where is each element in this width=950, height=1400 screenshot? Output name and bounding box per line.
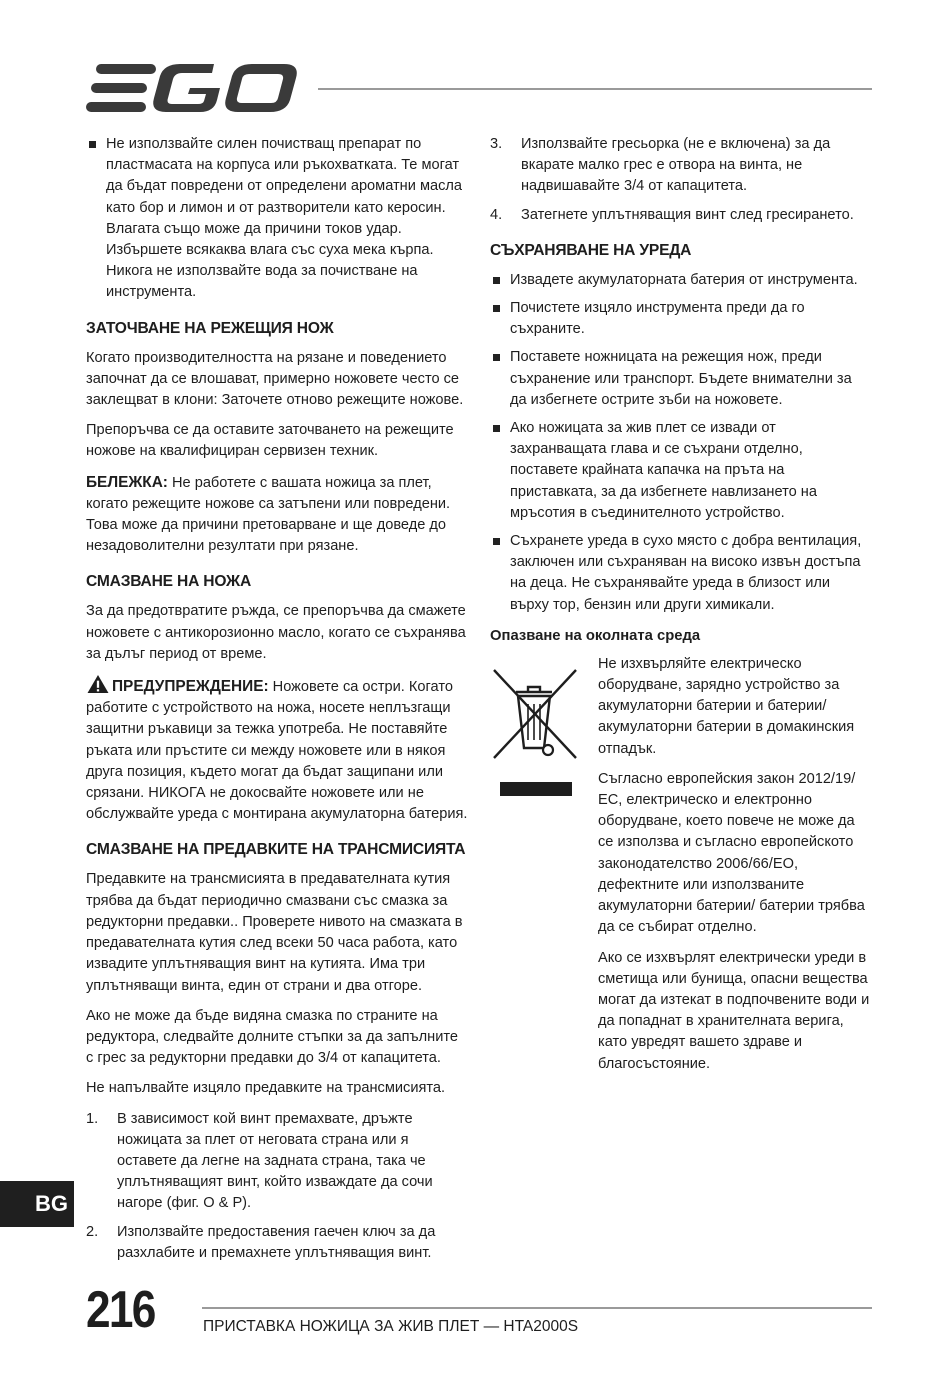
- warning-paragraph: [86, 674, 468, 825]
- section-heading-lube-blade: СМАЗВАНЕ НА НОЖА: [86, 573, 252, 591]
- environment-text: [598, 654, 872, 1075]
- environment-block: [490, 654, 872, 1075]
- ego-logo: [86, 62, 300, 114]
- page-number: 216: [86, 1281, 155, 1339]
- step-text: Използвайте гресьорка (не е включена) за да вкарате малко грес е отвора на винта, не надвишавайте 3/4 от капацитета.: [521, 136, 831, 195]
- list-item: [490, 134, 872, 198]
- paragraph: За да предотвратите ръжда, се препоръчва да смажете ножовете с антикорозионно масло, когато се съхранява за дълъг период от време.: [86, 603, 466, 662]
- list-item: Извадете акумулаторната батерия от инструмента.: [490, 270, 872, 291]
- paragraph: Съгласно европейския закон 2012/19/ЕС, електрическо и електронно оборудване, което повече не може да се използва и съгласно европейското законодателство 2006/66/ЕО, дефектните или използваните акумулаторни батерии/ батерии трябва да се събират отделно.: [598, 770, 865, 936]
- step-text: Използвайте предоставения гаечен ключ за да разхлабите и премахнете уплътняващия винт.: [117, 1223, 436, 1261]
- list-item: Съхранете уреда в сухо място с добра вентилация, заключен или съхраняван на високо извън достъпа на деца. Не съхранявайте уреда в близост или върху тор, бензин или други химикали.: [490, 531, 872, 616]
- step-text: В зависимост кой винт премахвате, дръжте ножицата за плет от неговата страна или я оставете да легне на задната страна, така че уплътняващият винт, който изваждате да сочи нагоре (фиг. O & P).: [117, 1110, 433, 1212]
- paragraph: Ако се изхвърлят електрически уреди в сметища или бунища, опасни вещества могат да изтекат в подпочвените води и да попаднат в хранителната верига, като увредят вашето здраве и благосъстояние.: [598, 949, 870, 1072]
- step-text: Затегнете уплътняващия винт след гресирането.: [521, 206, 854, 223]
- list-item: [86, 1109, 468, 1215]
- step-number: 2.: [86, 1223, 99, 1240]
- list-item: Поставете ножницата на режещия нож, преди съхранение или транспорт. Бъдете внимателни за да избегнете острите зъби на ножовете.: [490, 347, 872, 411]
- paragraph: Не изхвърляйте електрическо оборудване, зарядно устройство за акумулаторни батерии и батерии/ акумулаторни батерии в домакинския отпадък.: [598, 655, 855, 757]
- crossed-bin-icon: [490, 662, 580, 796]
- note-text: Не работете с вашата ножица за плет, когато режещите ножове са затъпени или повредени. Това може да причини претоварване и ще доведе до незадоволителни резултати при рязане.: [86, 474, 451, 555]
- footer-title: ПРИСТАВКА НОЖИЦА ЗА ЖИВ ПЛЕТ — HTA2000S: [203, 1318, 579, 1335]
- gear-steps-list-continued: [490, 134, 872, 226]
- cleaning-bullets: [86, 134, 468, 304]
- step-number: 4.: [490, 206, 503, 223]
- storage-bullets: [490, 270, 872, 616]
- note-label: БЕЛЕЖКА:: [86, 473, 168, 491]
- footer-divider: [202, 1307, 872, 1309]
- warning-text: Ножовете са остри. Когато работите с устройството на ножа, носете неплъзгащи защитни ръкавици за тежка употреба. Не поставяйте ръката или пръстите си между ножовете или в някоя друга позиция, където могат да бъдат защипани или срязани. НИКОГА не докосвайте ножовете или не обслужвайте уреда с монтирана акумулаторна батерия.: [86, 679, 468, 823]
- language-tab: BG: [0, 1181, 74, 1227]
- list-item: Почистете изцяло инструмента преди да го съхраните.: [490, 298, 872, 340]
- paragraph: Не напълвайте изцяло предавките на трансмисията.: [86, 1080, 446, 1097]
- list-item: [86, 1222, 468, 1264]
- section-heading-storage: СЪХРАНЯВАНЕ НА УРЕДА: [490, 241, 692, 259]
- paragraph: Ако не може да бъде видяна смазка по страните на редуктора, следвайте долните стъпки за да запълните с грес за редукторни предавки до 3/4 от капацитета.: [86, 1007, 458, 1067]
- section-heading-lube-gear: СМАЗВАНЕ НА ПРЕДАВКИТЕ НА ТРАНСМИСИЯТА: [86, 841, 466, 859]
- page-header: [86, 62, 872, 118]
- gear-steps-list: [86, 1109, 468, 1264]
- list-item: [490, 205, 872, 226]
- warning-triangle-icon: [86, 674, 110, 694]
- paragraph: Предавките на трансмисията в предавателната кутия трябва да бъдат периодично смазвани със смазка за редукторни предавки.. Проверете нивото на смазката в предавателната кутия след всеки 50 часа работа, като извадите уплътняващия винт на кутията. Има три уплътняващи винта, един от страни и два отгоре.: [86, 871, 463, 994]
- header-divider: [318, 88, 872, 90]
- warning-label: ПРЕДУПРЕЖДЕНИЕ:: [112, 678, 269, 696]
- left-column: [86, 134, 468, 1271]
- note-paragraph: [86, 472, 468, 558]
- list-item: Не използвайте силен почистващ препарат по пластмасата на корпуса или ръкохватката. Те могат да бъдат повредени от определени ароматни масла като бор и лимон и от разтворители като керосин. Влагата също може да причини токов удар. Избършете всякаква влага със суха мека кърпа. Никога не използвайте вода за почистване на инструмента.: [86, 134, 468, 304]
- paragraph: Препоръчва се да оставите заточването на режещите ножове на квалифициран сервизен техник.: [86, 422, 454, 460]
- list-item: Ако ножицата за жив плет се извади от захранващата глава и се съхрани отделно, поставете крайната капачка на пръта на приставката, за да избегнете навлизането на мръсотия в съединителното устройство.: [490, 418, 872, 524]
- step-number: 3.: [490, 136, 503, 152]
- section-heading-sharpen: ЗАТОЧВАНЕ НА РЕЖЕЩИЯ НОЖ: [86, 319, 334, 337]
- step-number: 1.: [86, 1110, 99, 1127]
- right-column: [490, 134, 872, 1084]
- section-heading-environment: Опазване на околната среда: [490, 627, 701, 644]
- paragraph: Когато производителността на рязане и поведението започнат да се влошават, примерно ножовете често се заклещват в клони: Заточете отново режещите ножове.: [86, 349, 464, 409]
